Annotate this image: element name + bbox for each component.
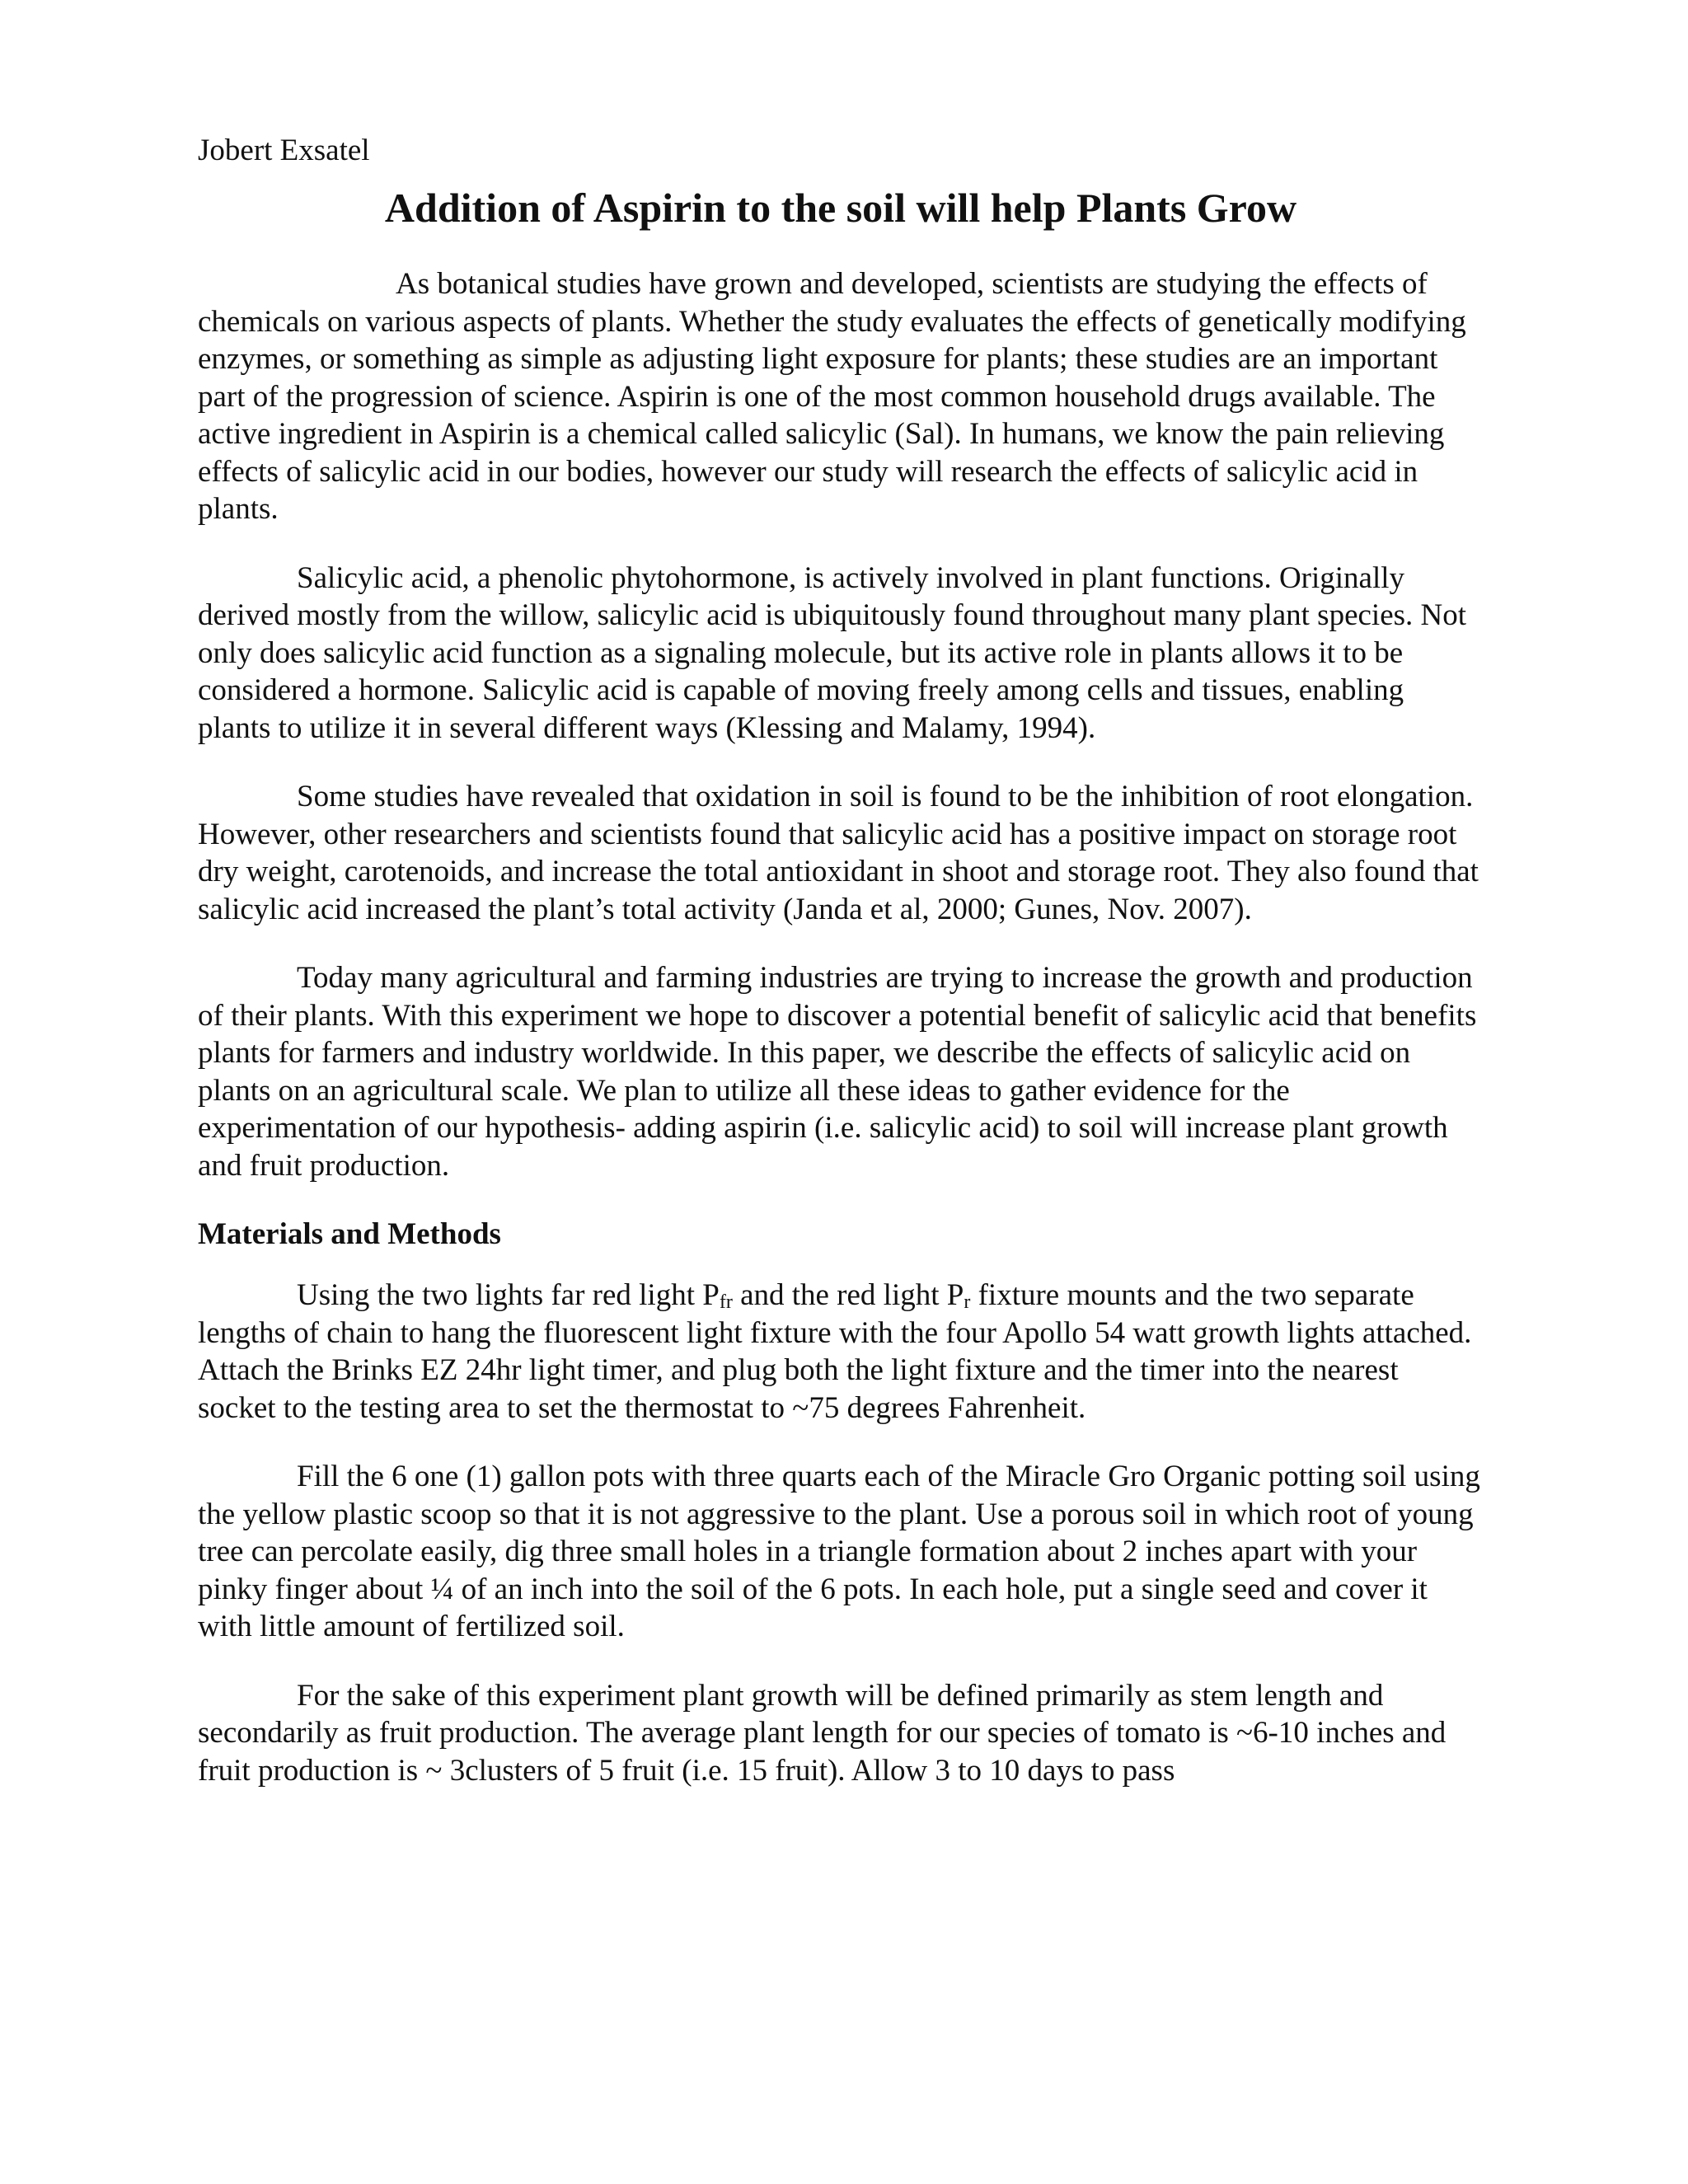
methods-paragraph-2: Fill the 6 one (1) gallon pots with three quarts each of the Miracle Gro Organic potting soil using the yellow plastic scoop so that it is not aggressive to the plant. Use a porous soil in which root of young tree can percolate easily, dig three small holes in a triangle formation about 2 inches apart with your pinky finger about ¼ of an inch into the soil of the 6 pots. In each hole, put a single seed and cover it with little amount of fertilized soil.	[198, 1460, 1480, 1643]
subscript-r: r	[964, 1291, 971, 1313]
methods-p1-text-c: fixture mounts and the two separate lengths of chain to hang the fluorescent light fixture with the four Apollo 54 watt growth lights attached. Attach the Brinks EZ 24hr light timer, and plug both the light fixture and the timer into the nearest socket to the testing area to set the thermostat to ~75 degrees Fahrenheit.	[198, 1278, 1472, 1425]
intro-paragraph-2: Salicylic acid, a phenolic phytohormone, is actively involved in plant functions. Originally derived mostly from the willow, salicylic acid is ubiquitously found throughout many plant species. Not only does salicylic acid function as a signaling molecule, but its active role in plants allows it to be considered a hormone. Salicylic acid is capable of moving freely among cells and tissues, enabling plants to utilize it in several different ways (Klessing and Malamy, 1994).	[198, 560, 1467, 745]
intro-paragraph-3: Some studies have revealed that oxidation in soil is found to be the inhibition of root elongation. However, other researchers and scientists found that salicylic acid has a positive impact on storage root dry weight, carotenoids, and increase the total antioxidant in shoot and storage root. They also found that salicylic acid increased the plant’s total activity (Janda et al, 2000; Gunes, Nov. 2007).	[198, 780, 1479, 926]
intro-paragraph-4: Today many agricultural and farming industries are trying to increase the growth and production of their plants. With this experiment we hope to discover a potential benefit of salicylic acid that benefits plants for farmers and industry worldwide. In this paper, we describe the effects of salicylic acid on plants on an agricultural scale. We plan to utilize all these ideas to gather evidence for the experimentation of our hypothesis- adding aspirin (i.e. salicylic acid) to soil will increase plant growth and fruit production.	[198, 961, 1477, 1183]
document-page	[198, 132, 1484, 1821]
page-title: Addition of Aspirin to the soil will help Plants Grow	[384, 185, 1297, 231]
methods-paragraph-3: For the sake of this experiment plant growth will be defined primarily as stem length and secondarily as fruit production. The average plant length for our species of tomato is ~6-10 inches and fruit production is ~ 3clusters of 5 fruit (i.e. 15 fruit). Allow 3 to 10 days to pass	[198, 1678, 1447, 1788]
author-name: Jobert Exsatel	[198, 134, 370, 167]
methods-p1-text-b: and the red light P	[732, 1278, 964, 1312]
section-heading-methods: Materials and Methods	[198, 1217, 501, 1251]
methods-paragraph-1	[198, 1277, 1484, 1427]
intro-paragraph-1: As botanical studies have grown and developed, scientists are studying the effects of chemicals on various aspects of plants. Whether the study evaluates the effects of genetically modifying enzymes, or something as simple as adjusting light exposure for plants; these studies are an important part of the progression of science. Aspirin is one of the most common household drugs available. The active ingredient in Aspirin is a chemical called salicylic (Sal). In humans, we know the pain relieving effects of salicylic acid in our bodies, however our study will research the effects of salicylic acid in plants.	[198, 267, 1466, 526]
methods-p1-text-a: Using the two lights far red light P	[297, 1278, 720, 1312]
subscript-fr: fr	[719, 1291, 733, 1313]
